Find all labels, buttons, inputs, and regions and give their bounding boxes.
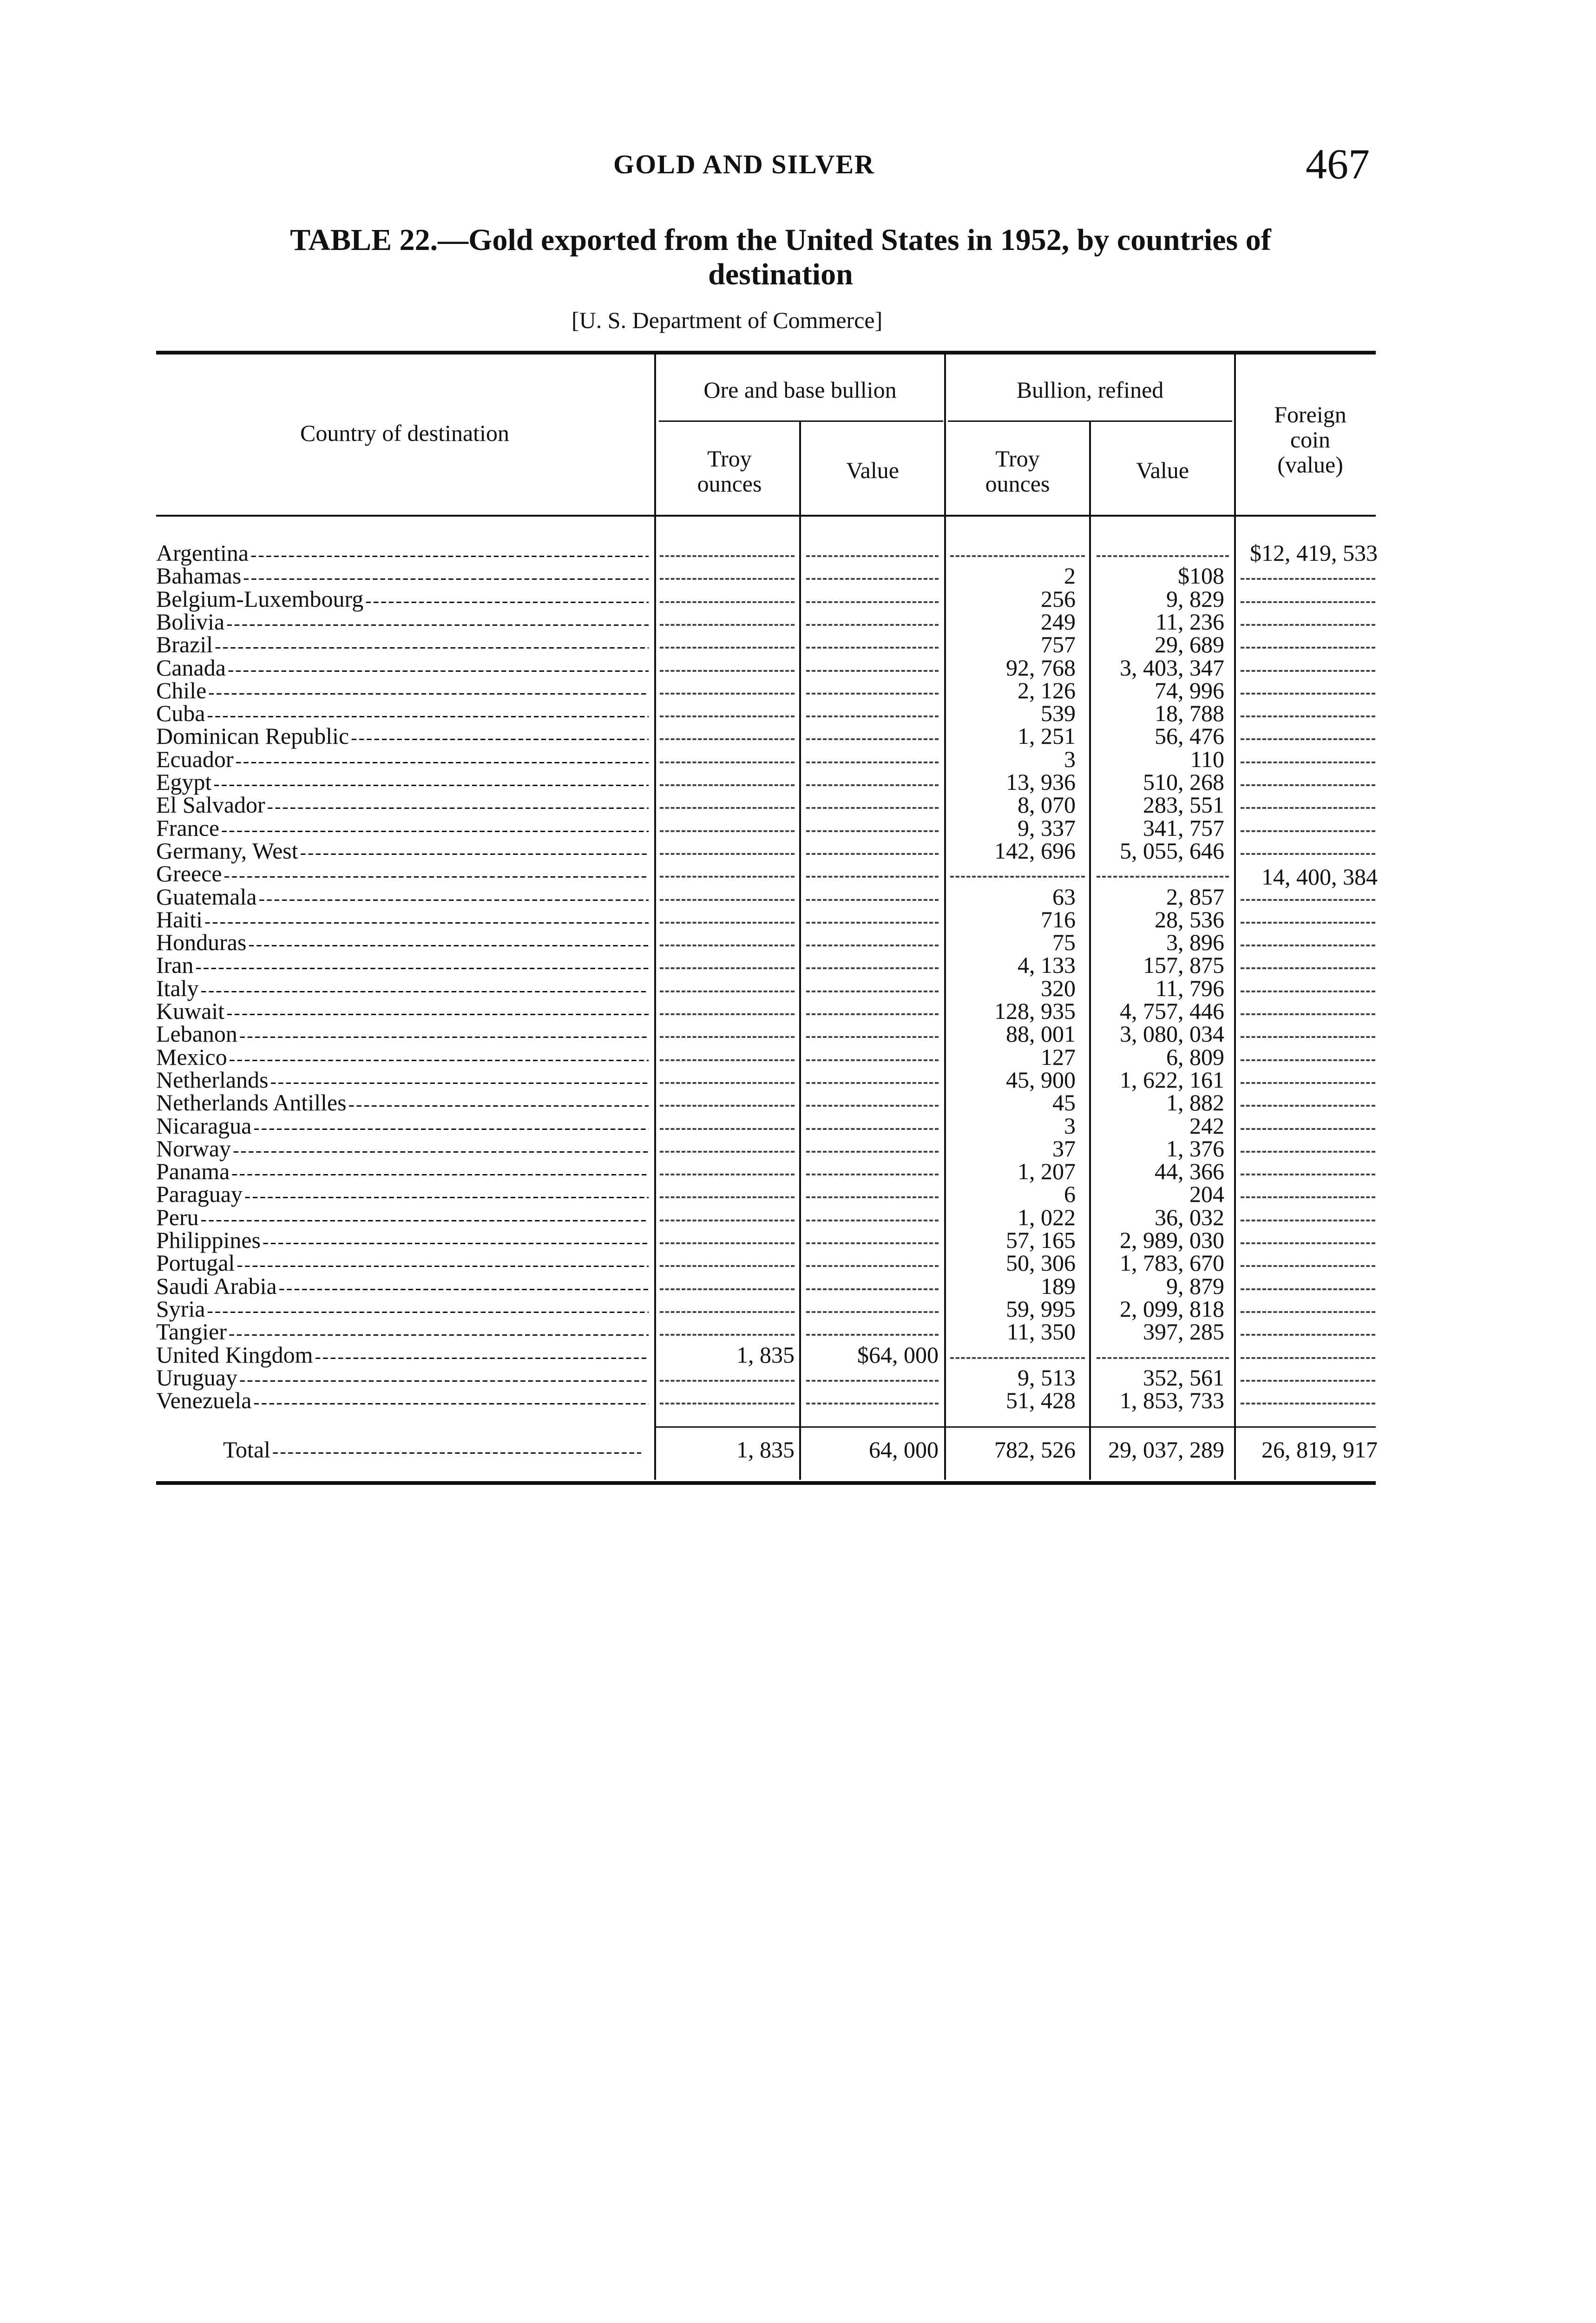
refined-troy-cell: 128, 935: [994, 998, 1076, 1024]
ore-troy-leader: [660, 922, 795, 924]
ore-troy-leader: [660, 1036, 795, 1038]
table-source: [U. S. Department of Commerce]: [571, 307, 883, 333]
table-row: [0, 1366, 1596, 1389]
ore-value-leader: [806, 1151, 939, 1153]
country-name: Kuwait -----: [156, 999, 649, 1024]
ore-value-leader: [806, 945, 939, 946]
refined-value-cell: 3, 080, 034: [1120, 1021, 1224, 1047]
ore-value-leader: [806, 922, 939, 924]
ore-troy-leader: [660, 1288, 795, 1290]
country-name: Chile -----: [156, 679, 649, 704]
refined-troy-cell: 45, 900: [1006, 1066, 1076, 1093]
refined-troy-cell: 75: [1052, 929, 1076, 956]
refined-troy-cell: 13, 936: [1006, 769, 1076, 795]
country-name: Syria -----: [156, 1297, 649, 1322]
country-name: United Kingdom -----: [156, 1343, 649, 1368]
header-foreign-coin: Foreign coin (value): [1274, 401, 1346, 478]
table-row: [0, 908, 1596, 931]
ore-troy-cell: 1, 835: [736, 1341, 795, 1368]
refined-troy-cell: 37: [1052, 1135, 1076, 1162]
refined-troy-cell: 249: [1041, 608, 1076, 635]
country-name: Brazil -----: [156, 633, 649, 658]
table-row: [0, 953, 1596, 977]
refined-troy-cell: 4, 133: [1018, 952, 1076, 978]
ore-troy-leader: [660, 967, 795, 969]
ore-troy-leader: [660, 624, 795, 626]
refined-value-cell: 157, 875: [1143, 952, 1224, 978]
refined-troy-cell: 57, 165: [1006, 1227, 1076, 1253]
country-name: Bahamas -----: [156, 564, 649, 589]
header-country: Country of destination: [300, 420, 509, 446]
refined-troy-cell: 3: [1064, 1112, 1076, 1139]
foreign-coin-leader: [1241, 1265, 1375, 1267]
ore-troy-leader: [660, 578, 795, 580]
refined-value-cell: 36, 032: [1155, 1204, 1224, 1230]
refined-value-cell: 11, 236: [1155, 608, 1224, 635]
ore-troy-leader: [660, 991, 795, 992]
foreign-coin-leader: [1241, 1013, 1375, 1015]
table-row: [0, 1137, 1596, 1160]
ore-value-leader: [806, 1174, 939, 1175]
refined-value-cell: 6, 809: [1166, 1043, 1224, 1070]
ore-troy-leader: [660, 761, 795, 763]
table-row: [0, 1251, 1596, 1274]
foreign-coin-leader: [1241, 1403, 1375, 1404]
country-name: Guatemala -----: [156, 885, 649, 910]
table-row: [0, 999, 1596, 1023]
foreign-coin-leader: [1241, 899, 1375, 901]
refined-value-cell: 2, 989, 030: [1120, 1227, 1224, 1253]
foreign-coin-leader: [1241, 1357, 1375, 1359]
table-title-line1: TABLE 22.—Gold exported from the United States in 1952, by countries of: [290, 223, 1271, 257]
foreign-coin-leader: [1241, 922, 1375, 924]
refined-value-cell: 1, 853, 733: [1120, 1387, 1224, 1414]
table-row: [0, 1343, 1596, 1366]
refined-value-cell: 341, 757: [1143, 814, 1224, 841]
table-row: [0, 1160, 1596, 1183]
refined-value-cell: 1, 376: [1166, 1135, 1224, 1162]
country-name: Honduras -----: [156, 931, 649, 956]
refined-troy-cell: 63: [1052, 883, 1076, 910]
ore-troy-leader: [660, 1380, 795, 1382]
ore-value-leader: [806, 876, 939, 878]
refined-value-cell: 1, 783, 670: [1120, 1250, 1224, 1276]
table-row: [0, 1182, 1596, 1206]
refined-troy-cell: 9, 337: [1018, 814, 1076, 841]
refined-value-cell: 397, 285: [1143, 1319, 1224, 1345]
refined-value-cell: 283, 551: [1143, 792, 1224, 818]
ore-troy-leader: [660, 1128, 795, 1130]
foreign-coin-greece-merged: 14, 400, 384: [1261, 864, 1378, 890]
ore-troy-leader: [660, 807, 795, 809]
ore-troy-leader: [660, 1220, 795, 1221]
ore-value-leader: [806, 1013, 939, 1015]
header-bottom-rule: [156, 515, 1376, 517]
table-row: [0, 977, 1596, 1000]
ore-value-leader: [806, 670, 939, 672]
ore-value-leader: [806, 967, 939, 969]
table-row: [0, 656, 1596, 679]
foreign-coin-leader: [1241, 807, 1375, 809]
ore-value-leader: [806, 1220, 939, 1221]
foreign-coin-leader: [1241, 738, 1375, 740]
refined-troy-cell: 1, 207: [1018, 1158, 1076, 1185]
country-name: Germany, West -----: [156, 839, 649, 864]
foreign-coin-leader: [1241, 1059, 1375, 1061]
refined-troy-leader: [950, 555, 1085, 557]
refined-value-cell: 4, 757, 446: [1120, 998, 1224, 1024]
foreign-coin-leader: [1241, 670, 1375, 672]
foreign-coin-leader: [1241, 1196, 1375, 1198]
ore-troy-leader: [660, 738, 795, 740]
ore-troy-leader: [660, 1242, 795, 1244]
refined-value-cell: 11, 796: [1155, 975, 1224, 1001]
foreign-coin-leader: [1241, 1334, 1375, 1336]
refined-value-cell: 2, 099, 818: [1120, 1295, 1224, 1322]
foreign-coin-leader: [1241, 1288, 1375, 1290]
refined-value-cell: 44, 366: [1155, 1158, 1224, 1185]
ore-troy-leader: [660, 1151, 795, 1153]
table-row: [0, 748, 1596, 771]
foreign-coin-cell: $12, 419, 533: [1250, 540, 1378, 566]
country-name: Netherlands Antilles -----: [156, 1091, 649, 1116]
refined-troy-cell: 1, 022: [1018, 1204, 1076, 1230]
ore-value-leader: [806, 1082, 939, 1084]
refined-troy-cell: 189: [1041, 1273, 1076, 1299]
refined-value-cell: 3, 403, 347: [1120, 654, 1224, 681]
country-name: Greece -----: [156, 862, 649, 887]
ore-troy-leader: [660, 899, 795, 901]
refined-value-cell: 242: [1189, 1112, 1224, 1139]
running-head: [0, 139, 1596, 195]
country-name: Venezuela -----: [156, 1389, 649, 1414]
ore-troy-leader: [660, 693, 795, 695]
table-row: [0, 816, 1596, 840]
foreign-coin-leader: [1241, 1082, 1375, 1084]
ore-troy-leader: [660, 1265, 795, 1267]
country-name: Egypt -----: [156, 770, 649, 795]
refined-troy-cell: 51, 428: [1006, 1387, 1076, 1414]
refined-troy-leader: [950, 876, 1085, 878]
ore-troy-leader: [660, 1174, 795, 1175]
table-row: [0, 1320, 1596, 1343]
country-name: Paraguay -----: [156, 1182, 649, 1207]
table-row: [0, 1274, 1596, 1298]
country-name: Mexico -----: [156, 1045, 649, 1070]
table-row: [0, 770, 1596, 794]
refined-troy-cell: 92, 768: [1006, 654, 1076, 681]
refined-troy-cell: 2, 126: [1018, 677, 1076, 703]
country-name: Belgium-Luxembourg -----: [156, 587, 649, 612]
foreign-coin-leader: [1241, 1036, 1375, 1038]
table-row: [0, 1228, 1596, 1252]
refined-value-cell: 29, 689: [1155, 631, 1224, 658]
ore-troy-leader: [660, 1403, 795, 1404]
ore-value-leader: [806, 1036, 939, 1038]
refined-value-cell: 3, 896: [1166, 929, 1224, 956]
refined-value-leader: [1097, 1357, 1229, 1359]
refined-troy-cell: 2: [1064, 563, 1076, 589]
country-name: Canada -----: [156, 656, 649, 681]
refined-value-cell: 204: [1189, 1181, 1224, 1207]
foreign-coin-leader: [1241, 1220, 1375, 1221]
ore-troy-leader: [660, 1082, 795, 1084]
foreign-coin-leader: [1241, 991, 1375, 992]
table-row: [0, 793, 1596, 816]
total-refined-troy: 782, 526: [994, 1437, 1076, 1463]
country-name: Netherlands -----: [156, 1068, 649, 1093]
running-title: GOLD AND SILVER: [613, 149, 875, 179]
group-rule-ore: [659, 420, 943, 422]
refined-value-cell: 9, 879: [1166, 1273, 1224, 1299]
total-top-rule: [654, 1426, 1376, 1428]
ore-troy-leader: [660, 876, 795, 878]
foreign-coin-leader: [1241, 761, 1375, 763]
header-troy-ore: Troy ounces: [697, 446, 762, 497]
table-row: [0, 1297, 1596, 1320]
ore-value-leader: [806, 693, 939, 695]
table-row: [0, 564, 1596, 587]
ore-value-leader: [806, 1380, 939, 1382]
table-row: [0, 1022, 1596, 1045]
country-name: Tangier -----: [156, 1320, 649, 1345]
total-label: Total -----: [223, 1436, 641, 1465]
table-row: [0, 724, 1596, 748]
ore-value-leader: [806, 1242, 939, 1244]
refined-value-cell: 110: [1190, 746, 1224, 772]
table-row: [0, 1206, 1596, 1229]
total-ore-troy: 1, 835: [736, 1437, 795, 1463]
ore-value-leader: [806, 830, 939, 832]
refined-troy-cell: 539: [1041, 700, 1076, 727]
refined-value-cell: 2, 857: [1166, 883, 1224, 910]
bottom-rule: [156, 1481, 1376, 1485]
refined-value-cell: 28, 536: [1155, 906, 1224, 932]
refined-troy-leader: [950, 1357, 1085, 1359]
table-row: [0, 1068, 1596, 1091]
country-name: Norway -----: [156, 1137, 649, 1162]
refined-troy-cell: 1, 251: [1018, 723, 1076, 749]
refined-troy-cell: 3: [1064, 746, 1076, 772]
refined-value-leader: [1097, 555, 1229, 557]
table-row: [0, 1389, 1596, 1412]
refined-troy-cell: 50, 306: [1006, 1250, 1076, 1276]
country-name: Italy -----: [156, 977, 649, 1002]
table-row: [0, 702, 1596, 725]
ore-value-leader: [806, 555, 939, 557]
refined-value-cell: 5, 055, 646: [1120, 837, 1224, 864]
ore-troy-leader: [660, 853, 795, 855]
top-rule: [156, 351, 1376, 354]
foreign-coin-leader: [1241, 853, 1375, 855]
total-row: [0, 1436, 1596, 1463]
table-row: [0, 633, 1596, 656]
table-row: [0, 541, 1596, 564]
ore-value-cell: $64, 000: [857, 1341, 939, 1368]
country-name: Haiti -----: [156, 908, 649, 933]
foreign-coin-leader: [1241, 967, 1375, 969]
total-ore-value: 64, 000: [869, 1437, 939, 1463]
ore-value-leader: [806, 578, 939, 580]
ore-value-leader: [806, 1288, 939, 1290]
foreign-coin-leader: [1241, 578, 1375, 580]
ore-value-leader: [806, 647, 939, 649]
table-row: [0, 587, 1596, 610]
header-value-ore: Value: [846, 457, 899, 483]
country-name: Portugal -----: [156, 1251, 649, 1276]
foreign-coin-leader: [1241, 945, 1375, 946]
ore-troy-leader: [660, 1334, 795, 1336]
table-title: [190, 223, 1371, 292]
ore-value-leader: [806, 1128, 939, 1130]
country-name: Panama -----: [156, 1160, 649, 1185]
country-name: Peru -----: [156, 1206, 649, 1231]
refined-value-cell: 18, 788: [1155, 700, 1224, 727]
refined-troy-cell: 59, 995: [1006, 1295, 1076, 1322]
foreign-coin-leader: [1241, 1311, 1375, 1313]
ore-troy-leader: [660, 670, 795, 672]
country-name: Nicaragua -----: [156, 1114, 649, 1139]
refined-value-cell: 56, 476: [1155, 723, 1224, 749]
ore-value-leader: [806, 1265, 939, 1267]
table-row: [0, 839, 1596, 862]
foreign-coin-leader: [1241, 601, 1375, 603]
header-group-ore: Ore and base bullion: [703, 377, 897, 403]
country-name: Cuba -----: [156, 702, 649, 727]
refined-troy-cell: 11, 350: [1006, 1319, 1076, 1345]
country-name: Argentina -----: [156, 541, 649, 566]
ore-troy-leader: [660, 1105, 795, 1107]
refined-troy-cell: 757: [1041, 631, 1076, 658]
ore-troy-leader: [660, 830, 795, 832]
foreign-coin-leader: [1241, 784, 1375, 786]
ore-troy-leader: [660, 715, 795, 717]
foreign-coin-leader: [1241, 1128, 1375, 1130]
ore-value-leader: [806, 1334, 939, 1336]
country-name: Iran -----: [156, 953, 649, 978]
ore-troy-leader: [660, 1059, 795, 1061]
ore-troy-leader: [660, 647, 795, 649]
header-value-refined: Value: [1136, 457, 1189, 483]
refined-troy-cell: 716: [1041, 906, 1076, 932]
ore-value-leader: [806, 1403, 939, 1404]
total-refined-value: 29, 037, 289: [1108, 1437, 1224, 1463]
refined-value-cell: 74, 996: [1155, 677, 1224, 703]
ore-troy-leader: [660, 601, 795, 603]
ore-value-leader: [806, 991, 939, 992]
header-troy-refined: Troy ounces: [985, 446, 1050, 497]
ore-value-leader: [806, 1059, 939, 1061]
foreign-coin-leader: [1241, 1105, 1375, 1107]
foreign-coin-leader: [1241, 693, 1375, 695]
foreign-coin-leader: [1241, 1380, 1375, 1382]
country-name: Saudi Arabia -----: [156, 1274, 649, 1299]
foreign-coin-leader: [1241, 830, 1375, 832]
refined-troy-cell: 9, 513: [1018, 1364, 1076, 1391]
country-name: Bolivia -----: [156, 610, 649, 635]
ore-troy-leader: [660, 1196, 795, 1198]
table-row: [0, 610, 1596, 633]
refined-troy-cell: 256: [1041, 585, 1076, 612]
total-foreign-coin: 26, 819, 917: [1261, 1437, 1378, 1463]
country-name: El Salvador -----: [156, 793, 649, 818]
country-name: France -----: [156, 816, 649, 841]
table-title-line2: destination: [708, 257, 853, 291]
ore-value-leader: [806, 1196, 939, 1198]
ore-value-leader: [806, 761, 939, 763]
refined-troy-cell: 45: [1052, 1089, 1076, 1116]
refined-troy-cell: 320: [1041, 975, 1076, 1001]
refined-troy-cell: 88, 001: [1006, 1021, 1076, 1047]
refined-value-cell: 510, 268: [1143, 769, 1224, 795]
table-row: [0, 1114, 1596, 1137]
table-row: [0, 1045, 1596, 1069]
refined-troy-cell: 6: [1064, 1181, 1076, 1207]
country-name: Lebanon -----: [156, 1022, 649, 1047]
refined-value-cell: 9, 829: [1166, 585, 1224, 612]
ore-troy-leader: [660, 1013, 795, 1015]
refined-troy-cell: 8, 070: [1018, 792, 1076, 818]
refined-value-cell: 1, 882: [1166, 1089, 1224, 1116]
refined-troy-cell: 127: [1041, 1043, 1076, 1070]
country-name: Ecuador -----: [156, 748, 649, 773]
ore-troy-leader: [660, 945, 795, 946]
ore-value-leader: [806, 853, 939, 855]
ore-value-leader: [806, 807, 939, 809]
header-group-refined: Bullion, refined: [1016, 377, 1164, 403]
ore-value-leader: [806, 715, 939, 717]
foreign-coin-leader: [1241, 715, 1375, 717]
foreign-coin-leader: [1241, 1174, 1375, 1175]
ore-value-leader: [806, 601, 939, 603]
page-number: 467: [1306, 140, 1370, 188]
table-row: [0, 931, 1596, 954]
ore-value-leader: [806, 1105, 939, 1107]
country-name: Uruguay -----: [156, 1366, 649, 1391]
ore-value-leader: [806, 1311, 939, 1313]
foreign-coin-leader: [1241, 1151, 1375, 1153]
ore-troy-leader: [660, 555, 795, 557]
table-row: [0, 679, 1596, 702]
table-row: [0, 1091, 1596, 1114]
foreign-coin-leader: [1241, 1242, 1375, 1244]
refined-value-cell: 352, 561: [1143, 1364, 1224, 1391]
foreign-coin-leader: [1241, 647, 1375, 649]
ore-value-leader: [806, 738, 939, 740]
refined-troy-cell: 142, 696: [994, 837, 1076, 864]
foreign-coin-leader: [1241, 624, 1375, 626]
refined-value-leader: [1097, 876, 1229, 878]
country-name: Philippines -----: [156, 1228, 649, 1253]
refined-value-cell: 1, 622, 161: [1120, 1066, 1224, 1093]
ore-value-leader: [806, 899, 939, 901]
ore-value-leader: [806, 624, 939, 626]
ore-troy-leader: [660, 784, 795, 786]
country-name: Dominican Republic -----: [156, 724, 649, 749]
ore-value-leader: [806, 784, 939, 786]
refined-value-cell: $108: [1178, 563, 1224, 589]
ore-troy-leader: [660, 1311, 795, 1313]
